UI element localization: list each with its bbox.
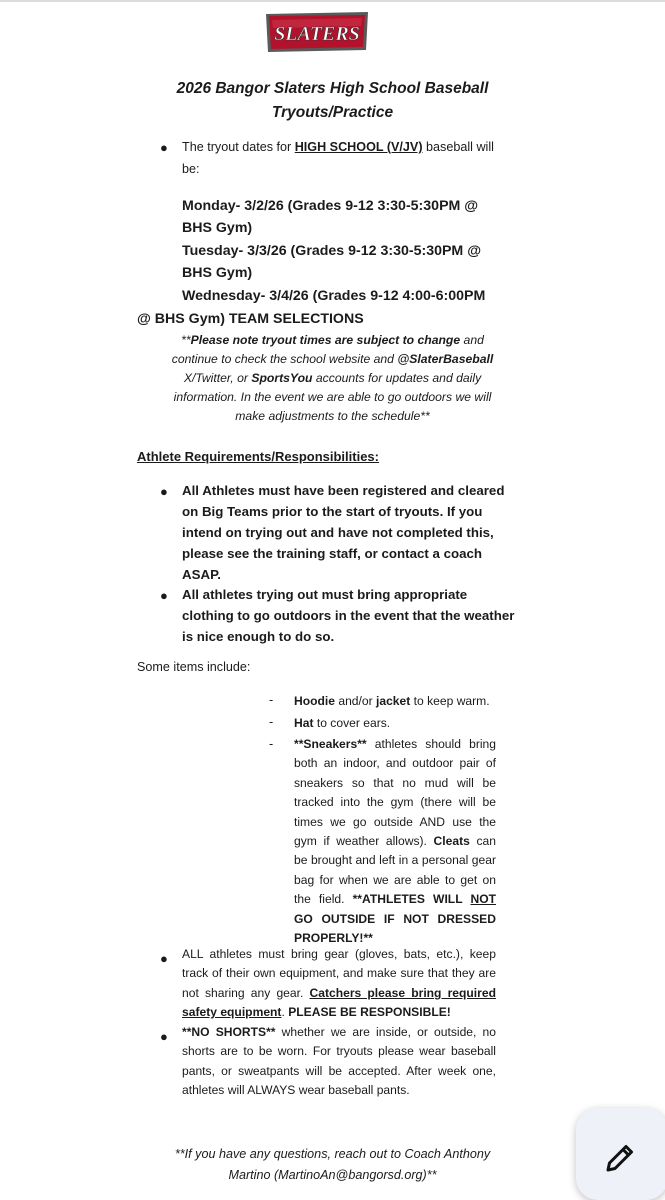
bullet-icon: ● [160, 951, 168, 966]
edit-button[interactable] [576, 1108, 665, 1200]
dash-icon: - [269, 693, 274, 707]
footer-line-2: Martino (MartinoAn@bangorsd.org)** [228, 1168, 437, 1182]
item-hat: Hat to cover ears. [294, 716, 391, 730]
note-line-4: information. In the event we are able to go outdoors we will [173, 390, 492, 404]
pencil-icon [600, 1138, 640, 1178]
bullet-icon: ● [160, 140, 168, 155]
gear-requirement: ALL athletes must bring gear (gloves, bats, etc.), keep track of their own equipment, and make sure that they are not sharing any gear. Catchers please bring required safety equipment. PLEASE BE RESPONSIBLE! [182, 947, 496, 1020]
schedule-monday: Monday- 3/2/26 (Grades 9-12 3:30-5:30PM @ [182, 198, 479, 214]
footer-line-1: **If you have any questions, reach out to Coach Anthony [174, 1147, 491, 1161]
requirements-heading: Athlete Requirements/Responsibilities: [137, 449, 379, 464]
contact-footer [120, 1144, 545, 1186]
doc-title-line2: Tryouts/Practice [271, 104, 394, 121]
schedule-wednesday: Wednesday- 3/4/26 (Grades 9-12 4:00-6:00PM [182, 288, 486, 304]
item-hoodie: Hoodie and/or jacket to keep warm. [294, 694, 490, 708]
note-line-1: **Please note tryout times are subject to change and [181, 333, 484, 347]
no-shorts-rule: **NO SHORTS** whether we are inside, or outside, no shorts are to be worn. For tryouts please wear baseball pants, or sweatpants will be accepted. After week one, athletes will ALWAYS wear baseball pants. [182, 1025, 496, 1098]
intro-text: The tryout dates for HIGH SCHOOL (V/JV) baseball will [182, 140, 494, 154]
requirement-clothing: All athletes trying out must bring appropriate clothing to go outdoors in the event that the weather is nice enough to do so. [182, 587, 515, 644]
item-sneakers: **Sneakers** athletes should bring both an indoor, and outdoor pair of sneakers so that no mud will be tracked into the gym (there will be times we go outside AND use the gym if weather allows). Cleats can be brought and left in a personal gear bag for when we are able to get on the field. **ATHLETES WILL NOT GO OUTSIDE IF NOT DRESSED PROPERLY!** [294, 737, 496, 946]
dash-icon: - [269, 737, 274, 751]
note-line-2: continue to check the school website and @SlaterBaseball [171, 352, 494, 366]
items-intro: Some items include: [137, 660, 251, 674]
logo-text: SLATERS [274, 23, 360, 45]
bullet-icon: ● [160, 1029, 168, 1044]
note-line-3: X/Twitter, or SportsYou accounts for updates and daily [183, 371, 482, 385]
slaters-logo [262, 8, 372, 56]
note-line-5: make adjustments to the schedule** [235, 409, 430, 423]
top-divider [0, 0, 665, 2]
dash-icon: - [269, 715, 274, 729]
intro-text-cont: be: [182, 162, 200, 176]
schedule-tuesday: Tuesday- 3/3/26 (Grades 9-12 3:30-5:30PM @ [182, 243, 482, 259]
doc-title-line1: 2026 Bangor Slaters High School Baseball [176, 80, 489, 97]
schedule-monday-location: BHS Gym) [182, 220, 253, 236]
schedule-wednesday-location: @ BHS Gym) TEAM SELECTIONS [137, 311, 364, 327]
bullet-icon: ● [160, 484, 168, 499]
schedule-tuesday-location: BHS Gym) [182, 265, 253, 281]
bullet-icon: ● [160, 588, 168, 603]
requirement-registration: All Athletes must have been registered and cleared on Big Teams prior to the start of tryouts. If you intend on trying out and have not completed this, please see the training staff, or contact a coach ASAP. [182, 483, 505, 582]
